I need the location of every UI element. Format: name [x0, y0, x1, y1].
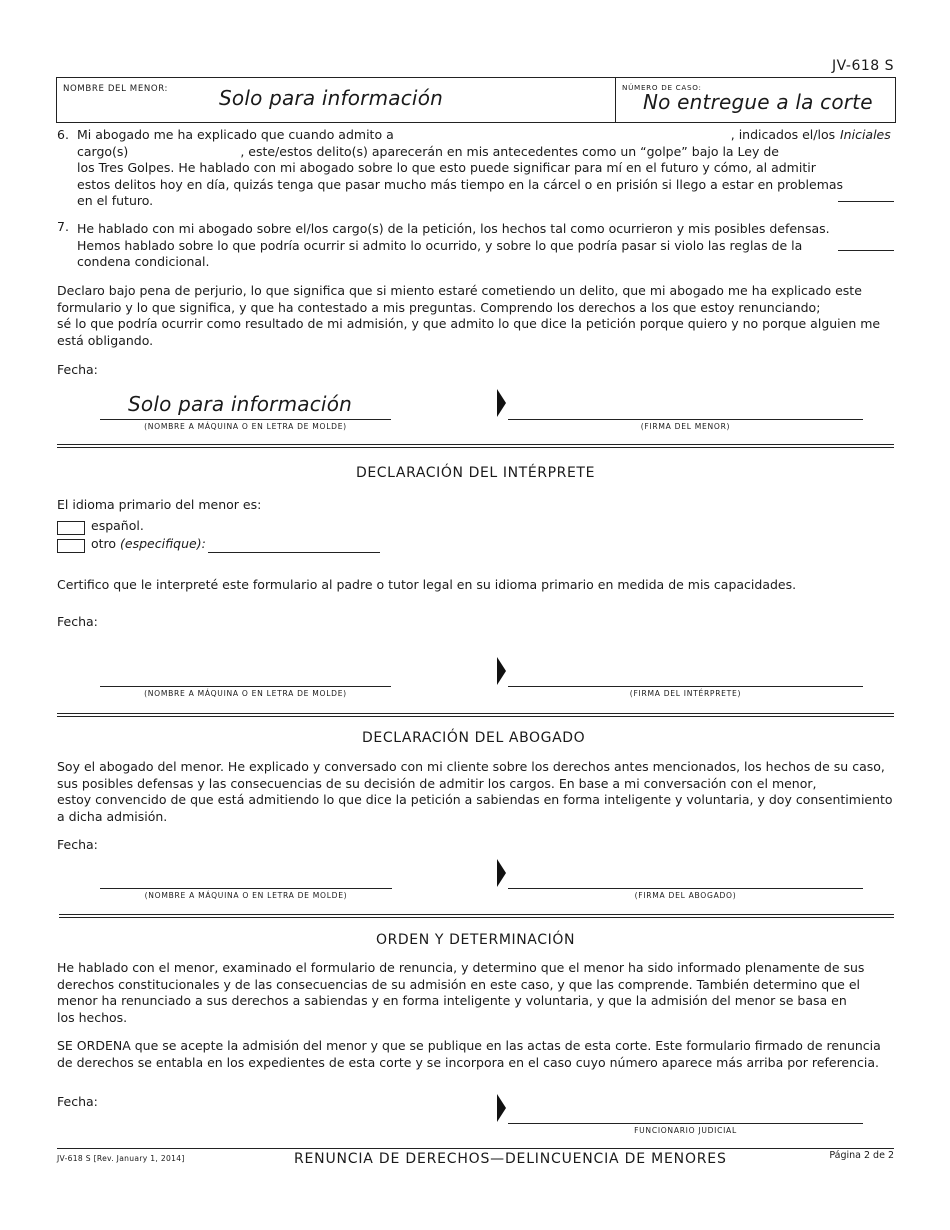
item-6-line5: en el futuro. [77, 193, 154, 208]
item-6-line2b: , este/estos delito(s) aparecerán en mis antecedentes como un “golpe” bajo la Ley de [240, 143, 779, 159]
initials-label: Iniciales [840, 127, 891, 142]
declaration-line4: está obligando. [57, 332, 154, 348]
order-paragraph-1 [57, 960, 864, 1026]
declaration-line2: formulario y lo que significa, y que ha contestado a mis preguntas. Comprendo los derechos a los que estoy renunciando; [57, 299, 821, 315]
minor-signature-caption: (FIRMA DEL MENOR) [640, 422, 731, 431]
attorney-line1: Soy el abogado del menor. He explicado y conversado con mi cliente sobre los derechos antes mencionados, los hechos de su caso, [57, 759, 885, 774]
minor-name-value[interactable]: Solo para información [219, 86, 444, 110]
item-7-line2: Hemos hablado sobre lo que podría ocurrir si admito lo ocurrido, y sobre lo que podría pasar si violo las reglas de la [77, 237, 803, 253]
attorney-line4: a dicha admisión. [57, 808, 168, 824]
item-6-line1a: Mi abogado me ha explicado que cuando admito a [77, 127, 394, 142]
interpreter-date-label: Fecha: [57, 614, 98, 629]
header-box [56, 77, 896, 123]
attorney-name-line[interactable] [100, 888, 392, 889]
item-7-line1: He hablado con mi abogado sobre el/los cargo(s) de la petición, los hechos tal como ocurrieron y mis posibles defensas. [77, 221, 830, 236]
order-p1-line4: los hechos. [57, 1009, 128, 1025]
other-text: otro [91, 536, 117, 551]
interpreter-signature-line[interactable] [508, 686, 863, 687]
minor-printed-name[interactable]: Solo para información [128, 392, 353, 416]
section-divider [59, 914, 894, 918]
order-date-label: Fecha: [57, 1094, 98, 1109]
item-6-line4: estos delitos hoy en día, quizás tenga que pasar mucho más tiempo en la cárcel o en prisión si llego a estar en problemas [77, 176, 844, 192]
signature-arrow-icon [497, 859, 506, 887]
section-divider [57, 713, 894, 717]
interpreter-name-caption: (NOMBRE A MÁQUINA O EN LETRA DE MOLDE) [144, 689, 347, 698]
order-p2-line2: de derechos se entabla en los expedientes de esta corte y se incorpora en el caso cuyo número aparece más arriba por referencia. [57, 1054, 880, 1070]
order-p1-line3: menor ha renunciado a sus derechos a sabiendas y en forma inteligente y voluntaria, y que la admisión del menor se basa en [57, 993, 847, 1008]
section-divider [57, 444, 894, 448]
order-p2-line1: SE ORDENA que se acepte la admisión del menor y que se publique en las actas de esta corte. Este formulario firmado de renuncia [57, 1038, 881, 1053]
declaration-paragraph [57, 283, 880, 349]
interpreter-certify: Certifico que le interpreté este formulario al padre o tutor legal en su idioma primario en medida de mis capacidades. [57, 577, 797, 592]
case-number-label: NÚMERO DE CASO: [622, 83, 702, 92]
attorney-signature-caption: (FIRMA DEL ABOGADO) [634, 891, 737, 900]
initials-field-6[interactable] [838, 201, 894, 202]
footer-page-number: Página 2 de 2 [829, 1150, 894, 1161]
order-p1-line2: derechos constitucionales y de las consecuencias de su admisión en este caso, y que las comprende. También determino que el [57, 976, 860, 992]
attorney-name-caption: (NOMBRE A MÁQUINA O EN LETRA DE MOLDE) [144, 891, 348, 900]
order-title: ORDEN Y DETERMINACIÓN [375, 932, 576, 948]
minor-name-line[interactable] [100, 419, 391, 420]
declaration-line1: Declaro bajo pena de perjurio, lo que significa que si miento estaré cometiendo un delito, que mi abogado me ha explicado este [57, 283, 862, 298]
spanish-label: español. [91, 518, 144, 533]
attorney-paragraph [57, 759, 893, 825]
attorney-line3: estoy convencido de que está admitiendo lo que dice la petición a sabiendas en forma inteligente y voluntaria, y doy consentimiento [57, 792, 893, 807]
minor-date-label: Fecha: [57, 362, 98, 377]
initials-field-7[interactable] [838, 250, 894, 251]
attorney-line2: sus posibles defensas y las consecuencias de su decisión de admitir los cargos. En base a mi conversación con el menor, [57, 775, 817, 791]
declaration-line3: sé lo que podría ocurrir como resultado de mi admisión, y que admito lo que dice la petición porque quiero y no porque alguien me [57, 316, 881, 331]
judicial-officer-signature-line[interactable] [508, 1123, 863, 1124]
item-7-line3: condena condicional. [77, 254, 210, 269]
other-specify-text: (especifique): [120, 536, 206, 551]
signature-arrow-icon [497, 657, 506, 685]
other-language-field[interactable] [208, 552, 380, 553]
attorney-date-label: Fecha: [57, 837, 98, 852]
order-p1-line1: He hablado con el menor, examinado el formulario de renuncia, y determino que el menor ha sido informado plenamente de sus [57, 960, 865, 975]
item-6-line1b: , indicados el/los [730, 127, 836, 142]
language-label: El idioma primario del menor es: [57, 497, 262, 512]
attorney-signature-line[interactable] [508, 888, 863, 889]
other-checkbox[interactable] [57, 539, 85, 553]
interpreter-name-line[interactable] [100, 686, 391, 687]
signature-arrow-icon [497, 1094, 506, 1122]
case-number-value[interactable]: No entregue a la corte [643, 90, 873, 114]
item-6-number: 6. [57, 127, 69, 142]
item-6-line3: los Tres Golpes. He hablado con mi abogado sobre lo que esto puede significar para mí en el futuro y cómo, al admitir [77, 160, 816, 175]
interpreter-title: DECLARACIÓN DEL INTÉRPRETE [355, 465, 596, 481]
minor-signature-line[interactable] [508, 419, 863, 420]
other-label [91, 536, 206, 551]
item-6-line2a: cargo(s) [77, 143, 129, 159]
footer-form-rev: JV-618 S [Rev. January 1, 2014] [57, 1154, 185, 1163]
judicial-officer-caption: FUNCIONARIO JUDICIAL [634, 1126, 737, 1135]
order-paragraph-2 [57, 1038, 881, 1071]
form-id: JV-618 S [832, 58, 894, 74]
minor-name-label: NOMBRE DEL MENOR: [63, 84, 169, 94]
item-7-number: 7. [57, 219, 69, 234]
interpreter-signature-caption: (FIRMA DEL INTÉRPRETE) [629, 689, 742, 698]
signature-arrow-icon [497, 389, 506, 417]
footer-title: RENUNCIA DE DERECHOS—DELINCUENCIA DE MENORES [294, 1151, 727, 1167]
footer-rule [57, 1148, 894, 1149]
minor-name-caption: (NOMBRE A MÁQUINA O EN LETRA DE MOLDE) [144, 422, 347, 431]
attorney-title: DECLARACIÓN DEL ABOGADO [362, 730, 586, 746]
spanish-checkbox[interactable] [57, 521, 85, 535]
